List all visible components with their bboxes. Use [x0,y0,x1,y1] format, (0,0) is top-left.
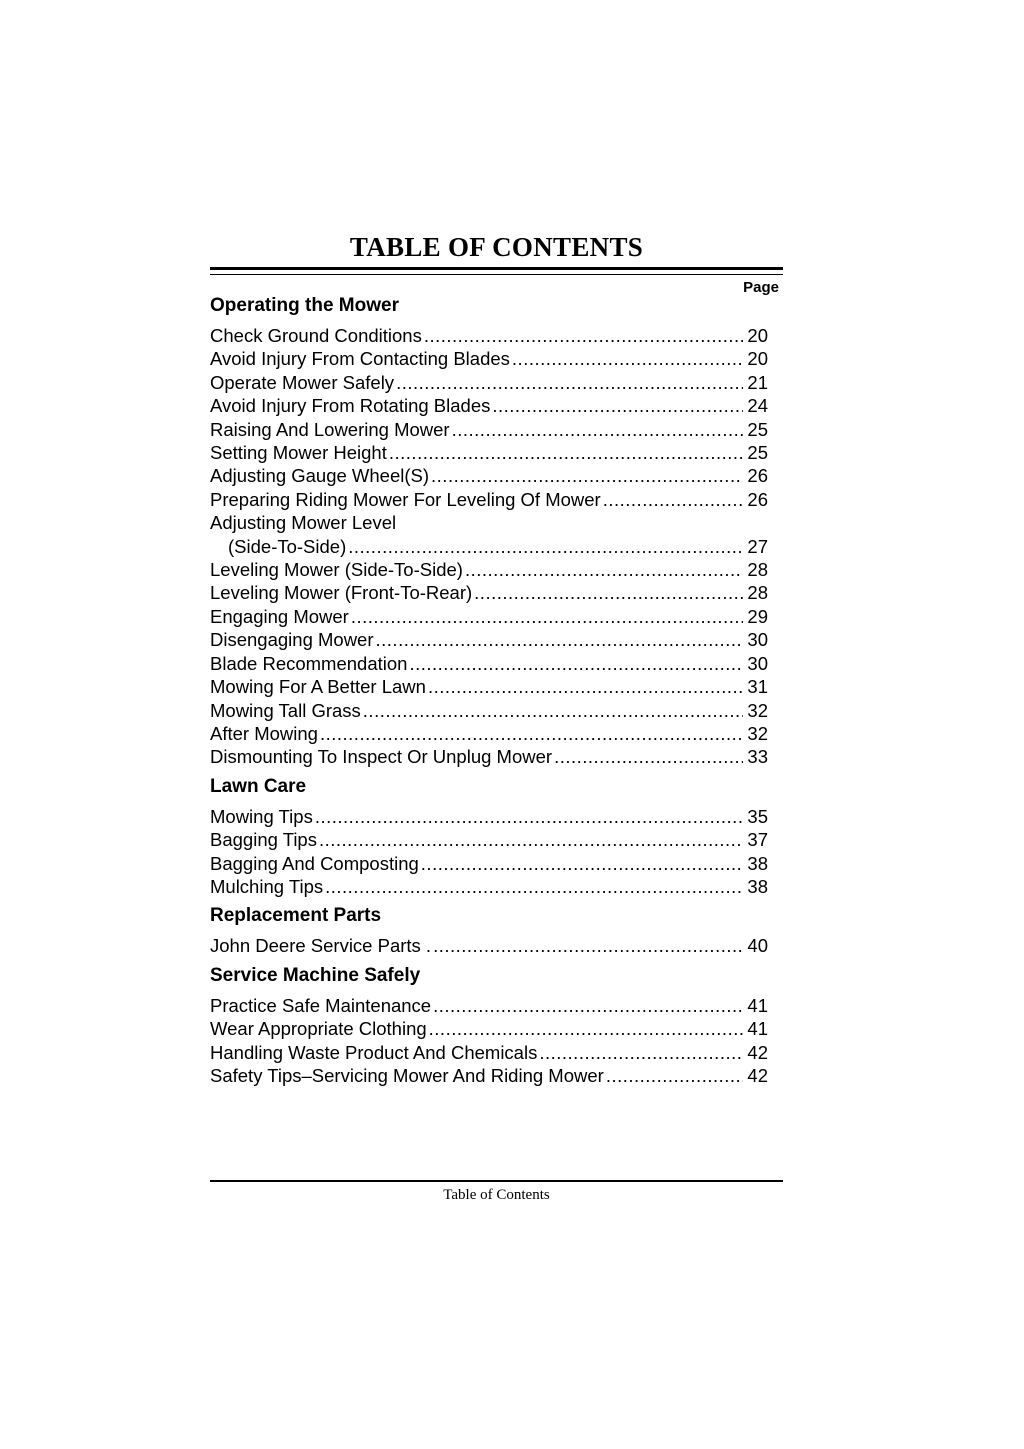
section-title: Service Machine Safely [210,964,421,986]
toc-entry-label: Mowing Tips [210,805,313,827]
dot-leader [474,581,743,604]
dot-leader [465,558,743,581]
section-title: Lawn Care [210,775,307,797]
dot-leader [429,1017,743,1040]
dot-leader [512,347,743,370]
toc-entry-label: Avoid Injury From Rotating Blades [210,395,491,417]
dot-leader [421,852,743,875]
toc-entry[interactable] [210,699,768,722]
dot-leader [325,875,743,898]
toc-entry[interactable] [210,828,768,851]
toc-entry[interactable] [210,464,768,487]
title-rule-thick [210,267,783,270]
toc-entry[interactable] [210,511,768,534]
dot-leader [363,699,743,722]
toc-entry[interactable] [210,1017,768,1040]
dot-leader [319,828,743,851]
dot-leader [424,324,743,347]
toc-entry[interactable] [210,994,768,1017]
toc-entry-label: Raising And Lowering Mower [210,418,450,440]
toc-entry-label: Bagging And Composting [210,852,419,874]
toc-entry-label: Disengaging Mower [210,629,374,651]
toc-entry-page: 20 [747,348,768,370]
dot-leader [433,934,743,957]
section-title: Operating the Mower [210,295,399,316]
toc-entry-label: Leveling Mower (Side-To-Side) [210,559,463,581]
dot-leader [492,394,743,417]
toc-entry[interactable] [210,1041,768,1064]
toc-entry-label: Blade Recommendation [210,652,408,674]
toc-entry[interactable] [210,652,768,675]
toc-entry-page: 42 [747,1041,768,1063]
toc-entry[interactable] [210,722,768,745]
toc-entry-label: Adjusting Gauge Wheel(S) [210,465,430,487]
dot-leader [315,805,743,828]
dot-leader [431,464,743,487]
toc-entry-label: Mowing Tall Grass [210,699,361,721]
section-title: Replacement Parts [210,905,382,927]
toc-entry-page: 29 [747,605,768,627]
footer-rule [210,1180,783,1182]
toc-entry-page: 38 [747,852,768,874]
dot-leader [320,722,743,745]
dot-leader [389,441,743,464]
toc-entry-label: Safety Tips–Servicing Mower And Riding Mower [210,1064,604,1086]
title-rule-thin [210,274,783,275]
toc-entry[interactable] [210,675,768,698]
toc-entry-page: 26 [747,488,768,510]
dot-leader [428,675,743,698]
dot-leader [348,535,743,558]
toc-entry-label: Dismounting To Inspect Or Unplug Mower [210,746,553,768]
toc-entry-page: 28 [747,559,768,581]
toc-entry-label: Setting Mower Height [210,442,387,464]
toc-entry-page: 26 [747,465,768,487]
dot-leader [433,994,743,1017]
toc-entry-page: 31 [747,676,768,698]
toc-entry[interactable] [210,558,768,581]
toc-entry-page: 25 [747,442,768,464]
toc-section [210,964,768,1088]
toc-entry[interactable] [210,324,768,347]
toc-entry-page: 27 [747,535,768,557]
toc-entry[interactable] [210,805,768,828]
toc-entry-page: 38 [747,875,768,897]
toc-entry-page: 20 [747,325,768,346]
toc-entry-page: 21 [747,371,768,393]
toc-entry-page: 42 [747,1064,768,1086]
toc-entry-label: After Mowing [210,722,318,744]
dot-leader [409,652,743,675]
toc-entry-label: Operate Mower Safely [210,371,395,393]
toc-entry-label: Practice Safe Maintenance [210,994,432,1016]
toc-entry[interactable] [210,347,768,370]
dot-leader [603,488,743,511]
toc-entry[interactable] [210,488,768,511]
dot-leader [351,605,743,628]
toc-entry-label: Preparing Riding Mower For Leveling Of Mower [210,488,601,510]
toc-entry[interactable] [210,875,768,898]
toc-entry-page: 33 [747,746,768,768]
toc-entry-page: 32 [747,722,768,744]
toc-entry-label: (Side-To-Side) [228,535,347,557]
toc-entry[interactable] [210,745,768,768]
toc-entry-page: 40 [747,935,768,957]
toc-section [210,294,768,769]
toc-entry-label: Leveling Mower (Front-To-Rear) [210,582,473,604]
toc-section [210,904,768,957]
page-footer: Table of Contents [443,1187,550,1203]
toc-entry-label: Wear Appropriate Clothing [210,1018,427,1040]
page-title: TABLE OF CONTENTS [349,232,644,262]
toc-entry[interactable] [210,934,768,957]
toc-entry-label: Adjusting Mower Level [210,512,397,534]
toc-entry[interactable] [210,1064,768,1087]
toc-entry-label: Avoid Injury From Contacting Blades [210,348,510,370]
toc-section [210,775,768,899]
toc-entry-label: Mulching Tips [210,875,324,897]
toc-entry-page: 25 [747,418,768,440]
toc-entry-page: 37 [747,829,768,851]
toc-entry[interactable] [210,535,768,558]
toc-entry-page: 41 [747,1018,768,1040]
toc-entry[interactable] [210,371,768,394]
toc-entry-page: 30 [747,652,768,674]
dot-leader [606,1064,743,1087]
dot-leader [376,628,743,651]
toc-entry-label: Handling Waste Product And Chemicals [210,1041,538,1063]
toc-entry[interactable] [210,394,768,417]
toc-entry-page: 24 [747,395,768,417]
dot-leader [396,371,743,394]
toc-entry[interactable] [210,441,768,464]
toc-entry[interactable] [210,628,768,651]
toc-entry-page: 30 [747,629,768,651]
dot-leader [539,1041,743,1064]
dot-leader [554,745,743,768]
table-of-contents [210,294,768,1087]
toc-entry-page: 35 [747,805,768,827]
toc-entry[interactable] [210,581,768,604]
toc-entry-label: John Deere Service Parts . [210,935,432,957]
toc-entry-label: Mowing For A Better Lawn [210,676,426,698]
toc-entry-page: 28 [747,582,768,604]
toc-entry-label: Check Ground Conditions [210,325,422,346]
toc-entry-page: 32 [747,699,768,721]
toc-entry-label: Bagging Tips [210,829,317,851]
toc-entry[interactable] [210,852,768,875]
dot-leader [452,418,743,441]
page-column-label: Page [743,279,779,296]
toc-entry-label: Engaging Mower [210,605,349,627]
toc-entry[interactable] [210,605,768,628]
toc-entry[interactable] [210,418,768,441]
toc-entry-page: 41 [747,994,768,1016]
